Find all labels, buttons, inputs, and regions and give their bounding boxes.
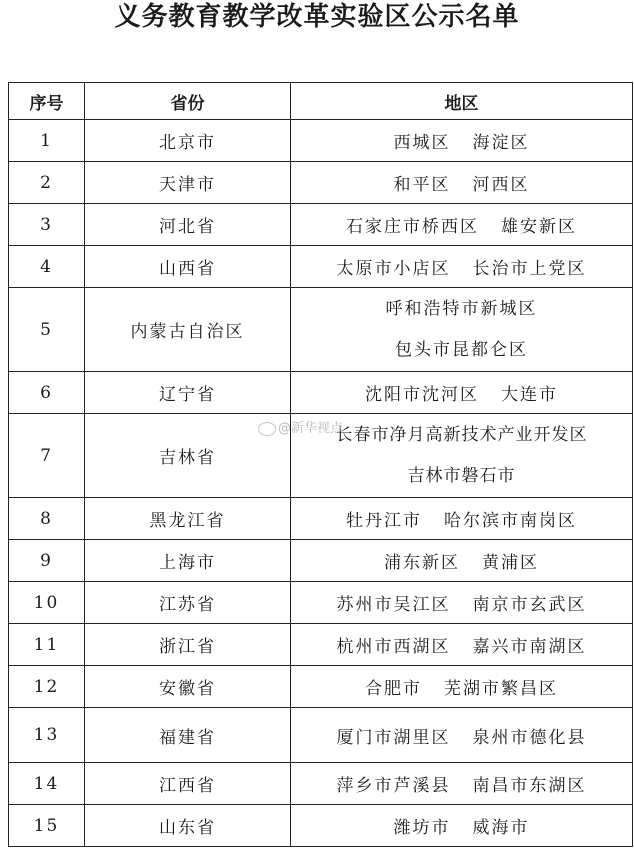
- region-name: 河西区: [472, 175, 530, 195]
- row-no: 11: [9, 624, 85, 666]
- row-no: 1: [9, 120, 85, 162]
- region-name: 南昌市东湖区: [472, 776, 587, 796]
- region-name: 哈尔滨市南岗区: [444, 511, 577, 531]
- region-name: 和平区: [393, 175, 451, 195]
- row-regions: [291, 414, 633, 498]
- row-regions: [291, 498, 633, 540]
- row-regions: [291, 708, 633, 763]
- region-name: 嘉兴市南湖区: [472, 637, 587, 657]
- region-name: 浦东新区: [384, 553, 460, 573]
- region-name: 苏州市吴江区: [336, 595, 451, 615]
- table-row: [9, 414, 633, 498]
- region-name: 威海市: [472, 818, 530, 838]
- row-regions: [291, 666, 633, 708]
- table-row: [9, 498, 633, 540]
- table-row: [9, 162, 633, 204]
- watermark-text: @新华视点: [278, 421, 344, 436]
- row-no: 12: [9, 666, 85, 708]
- region-name: 合肥市: [365, 679, 422, 699]
- row-province: 江苏省: [85, 582, 291, 624]
- row-province: 北京市: [85, 120, 291, 162]
- row-regions: [291, 540, 633, 582]
- table-row: [9, 805, 633, 847]
- table-row: [9, 708, 633, 763]
- table-row: [9, 120, 633, 162]
- region-name: 南京市玄武区: [472, 595, 587, 615]
- table-row: [9, 288, 633, 372]
- region-name: 萍乡市芦溪县: [336, 776, 451, 796]
- region-name: 长春市净月高新技术产业开发区: [335, 424, 588, 445]
- table-row: [9, 540, 633, 582]
- row-regions: [291, 204, 633, 246]
- row-regions: [291, 624, 633, 666]
- row-no: 10: [9, 582, 85, 624]
- row-province: 河北省: [85, 204, 291, 246]
- row-no: 6: [9, 372, 85, 414]
- row-no: 2: [9, 162, 85, 204]
- row-no: 3: [9, 204, 85, 246]
- row-regions: [291, 805, 633, 847]
- region-name: 石家庄市桥西区: [346, 217, 479, 237]
- table-row: [9, 246, 633, 288]
- row-province: 黑龙江省: [85, 498, 291, 540]
- row-regions: [291, 162, 633, 204]
- row-regions: [291, 120, 633, 162]
- region-name: 黄浦区: [482, 553, 539, 573]
- row-no: 8: [9, 498, 85, 540]
- experimental-zone-table: [8, 82, 633, 847]
- row-province: 天津市: [85, 162, 291, 204]
- page-title: 义务教育教学改革实验区公示名单: [114, 2, 520, 32]
- region-name: 雄安新区: [501, 217, 577, 237]
- row-regions: [291, 246, 633, 288]
- row-no: 14: [9, 763, 85, 805]
- row-regions: [291, 372, 633, 414]
- row-no: 7: [9, 414, 85, 498]
- region-name: 海淀区: [472, 133, 530, 153]
- row-province: 内蒙古自治区: [85, 288, 291, 372]
- region-name: 泉州市德化县: [472, 727, 587, 748]
- region-name: 牡丹江市: [346, 511, 422, 531]
- region-name: 杭州市西湖区: [336, 637, 451, 657]
- row-province: 安徽省: [85, 666, 291, 708]
- region-name: 长治市上党区: [472, 259, 587, 279]
- header-province: 省份: [85, 83, 291, 120]
- region-name: 大连市: [501, 385, 558, 405]
- row-province: 辽宁省: [85, 372, 291, 414]
- header-region: 地区: [291, 83, 633, 120]
- table-row: [9, 624, 633, 666]
- table-row: [9, 372, 633, 414]
- row-province: 浙江省: [85, 624, 291, 666]
- table-row: [9, 582, 633, 624]
- table-header-row: [9, 83, 633, 120]
- header-no: 序号: [9, 83, 85, 120]
- row-province: 山东省: [85, 805, 291, 847]
- row-no: 4: [9, 246, 85, 288]
- row-province: 山西省: [85, 246, 291, 288]
- row-no: 9: [9, 540, 85, 582]
- row-no: 15: [9, 805, 85, 847]
- table-row: [9, 666, 633, 708]
- row-no: 13: [9, 708, 85, 763]
- region-name: 厦门市湖里区: [336, 727, 451, 748]
- region-name: 呼和浩特市新城区: [385, 298, 538, 319]
- row-province: 上海市: [85, 540, 291, 582]
- row-regions: [291, 582, 633, 624]
- row-regions: [291, 288, 633, 372]
- region-name: 芜湖市繁昌区: [444, 679, 558, 699]
- region-name: 包头市昆都仑区: [395, 339, 528, 360]
- row-province: 吉林省: [85, 414, 291, 498]
- row-no: 5: [9, 288, 85, 372]
- region-name: 西城区: [393, 133, 451, 153]
- row-province: 江西省: [85, 763, 291, 805]
- table-row: [9, 204, 633, 246]
- region-name: 吉林市磐石市: [407, 465, 516, 486]
- row-regions: [291, 763, 633, 805]
- table-row: [9, 763, 633, 805]
- region-name: 沈阳市沈河区: [365, 385, 479, 405]
- row-province: 福建省: [85, 708, 291, 763]
- region-name: 太原市小店区: [336, 259, 451, 279]
- region-name: 潍坊市: [393, 818, 451, 838]
